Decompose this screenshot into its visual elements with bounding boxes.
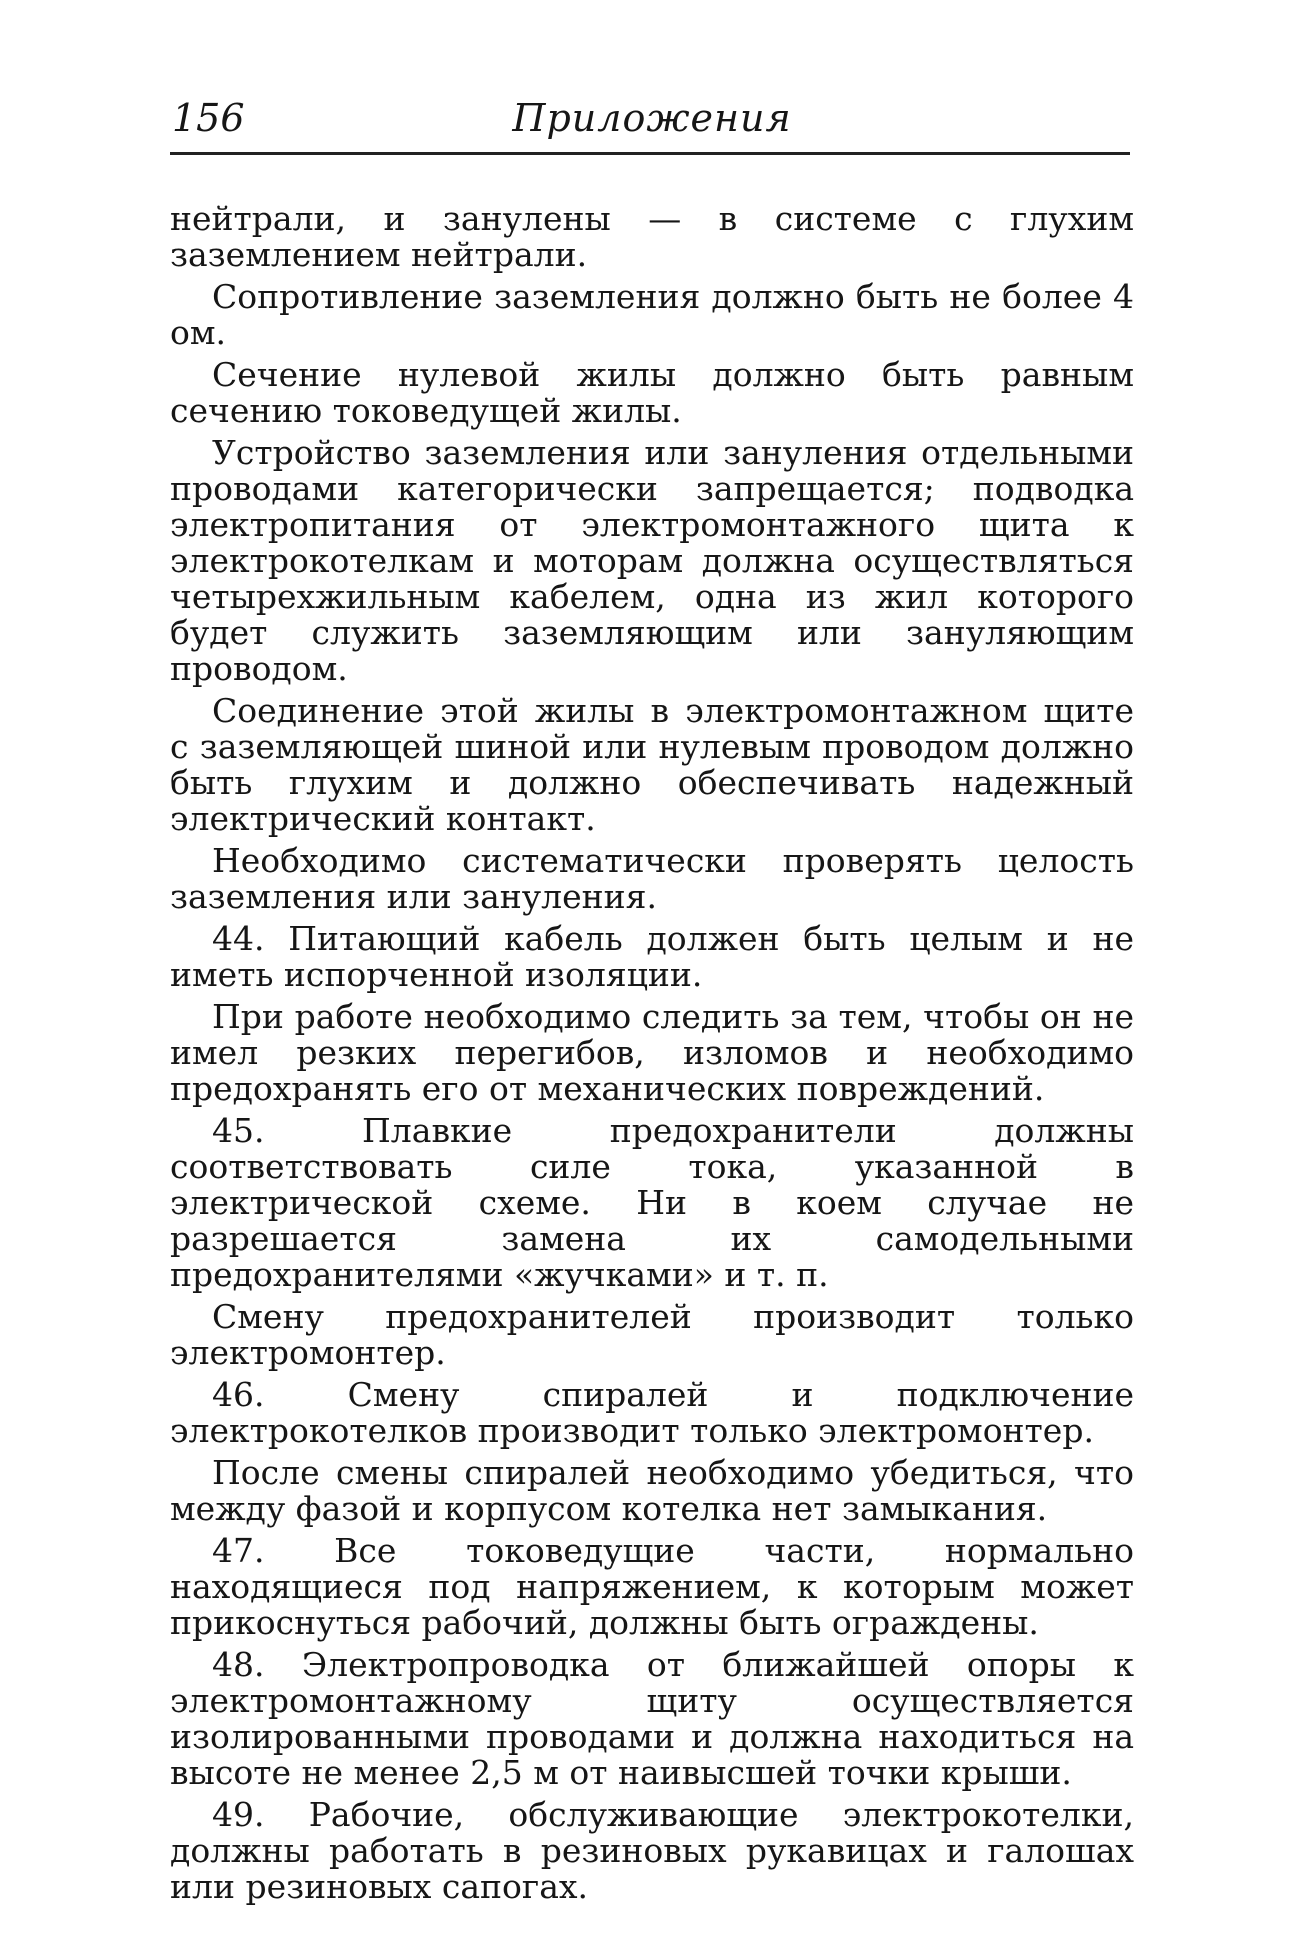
running-head xyxy=(170,78,1134,138)
paragraph: Сопротивление заземления должно быть не более 4 ом. xyxy=(170,277,1134,352)
book-page xyxy=(170,78,1134,1911)
paragraph: Устройство заземления или зануления отдельными проводами категорически запрещается; подводка электропитания от электромонтажного щита к электрокотелкам и моторам должна осуществляться четырехжильным кабелем, одна из жил которого будет служить заземляющим или зануляющим проводом. xyxy=(170,433,1134,688)
paragraph-item-47: 47. Все токоведущие части, нормально находящиеся под напряжением, к которым может прикоснуться рабочий, должны быть ограждены. xyxy=(170,1531,1134,1642)
paragraph-item-45: 45. Плавкие предохранители должны соответствовать силе тока, указанной в электрической схеме. Ни в коем случае не разрешается замена их самодельными предохранителями «жучками» и т. п. xyxy=(170,1111,1134,1294)
paragraph: Соединение этой жилы в электромонтажном щите с заземляющей шиной или нулевым проводом должно быть глухим и должно обеспечивать надежный электрический контакт. xyxy=(170,691,1134,838)
paragraph: нейтрали, и занулены — в системе с глухим заземлением нейтрали. xyxy=(170,199,1134,274)
header-rule xyxy=(170,152,1130,155)
page-number: 156 xyxy=(172,96,245,140)
paragraph-item-49: 49. Рабочие, обслуживающие электрокотелки, должны работать в резиновых рукавицах и галошах или резиновых сапогах. xyxy=(170,1795,1134,1906)
paragraph: Необходимо систематически проверять целость заземления или зануления. xyxy=(170,841,1134,916)
paragraph: При работе необходимо следить за тем, чтобы он не имел резких перегибов, изломов и необходимо предохранять его от механических повреждений. xyxy=(170,997,1134,1108)
paragraph-item-48: 48. Электропроводка от ближайшей опоры к электромонтажному щиту осуществляется изолированными проводами и должна находиться на высоте не менее 2,5 м от наивысшей точки крыши. xyxy=(170,1645,1134,1792)
running-title: Приложения xyxy=(512,96,792,140)
paragraph: Смену предохранителей производит только электромонтер. xyxy=(170,1297,1134,1372)
paragraph-item-46: 46. Смену спиралей и подключение электрокотелков производит только электромонтер. xyxy=(170,1375,1134,1450)
body-text xyxy=(170,201,1134,1905)
paragraph-item-44: 44. Питающий кабель должен быть целым и не иметь испорченной изоляции. xyxy=(170,919,1134,994)
paragraph: После смены спиралей необходимо убедиться, что между фазой и корпусом котелка нет замыкания. xyxy=(170,1453,1134,1528)
paragraph: Сечение нулевой жилы должно быть равным сечению токоведущей жилы. xyxy=(170,355,1134,430)
